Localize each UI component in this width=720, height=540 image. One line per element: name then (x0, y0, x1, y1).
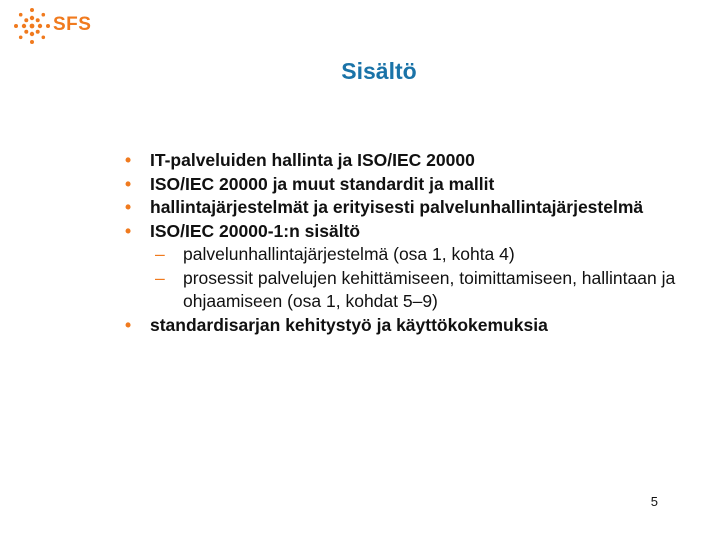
bullet-item (124, 220, 684, 314)
bullet-list (124, 149, 684, 337)
bullet-item (124, 196, 684, 220)
logo-text: SFS (53, 14, 92, 35)
bullet-text: standardisarjan kehitystyö ja käyttökokemuksia (150, 314, 548, 335)
bullet-text: ISO/IEC 20000-1:n sisältö (150, 220, 361, 241)
slide-title: Sisältö (341, 58, 417, 84)
bullet-text: IT-palveluiden hallinta ja ISO/IEC 20000 (150, 150, 475, 170)
bullet-item (124, 149, 684, 173)
sub-bullet-item: – prosessit palvelujen kehittämiseen, toimittamiseen, hallintaan ja ohjaamiseen (osa 1, kohdat 5–9) (150, 267, 684, 314)
bullet-text: hallintajärjestelmät ja erityisesti palvelunhallintajärjestelmä (150, 197, 644, 217)
sfs-logo (12, 6, 104, 46)
bullet-text: ISO/IEC 20000 ja muut standardit ja mallit (150, 173, 495, 194)
sub-bullet-item: – palvelunhallintajärjestelmä (osa 1, kohta 4) (150, 243, 684, 267)
sfs-dot-burst-icon (12, 6, 52, 46)
bullet-item (124, 314, 684, 338)
sub-bullet-list (150, 243, 684, 314)
page-number: 5 (650, 494, 658, 509)
bullet-item (124, 173, 684, 197)
